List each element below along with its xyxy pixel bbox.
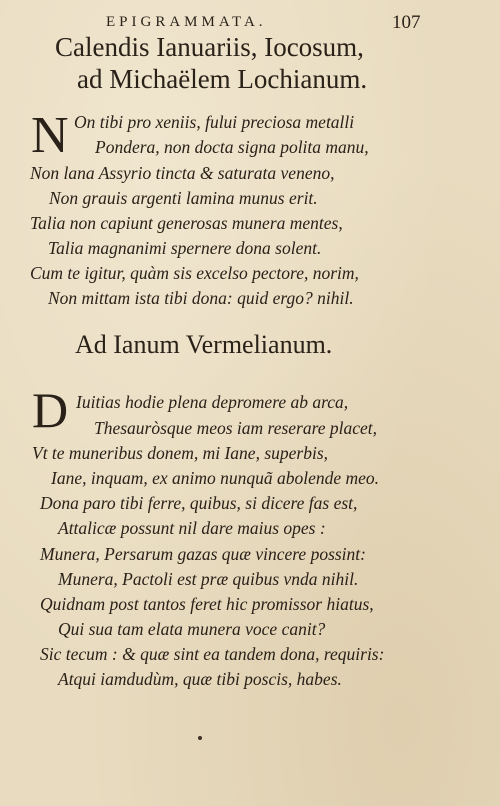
poem2-verse-line: Iuitias hodie plena depromere ab arca, <box>76 392 349 412</box>
poem2-verse-line: Iane, inquam, ex animo nunquã abolende meo. <box>51 468 380 488</box>
poem1-title-line2: ad Michaëlem Lochianum. <box>77 64 368 94</box>
poem2-verse-line: Atqui iamdudùm, quæ tibi poscis, habes. <box>58 669 342 689</box>
poem2-verse-line: Munera, Pactoli est præ quibus vnda nihil. <box>58 569 359 589</box>
poem1-drop-cap: N <box>31 107 69 164</box>
poem1-verse-line: Talia non capiunt generosas munera mentes, <box>30 213 343 233</box>
poem2-verse-line: Dona paro tibi ferre, quibus, si dicere fas est, <box>40 493 358 513</box>
poem1-verse-line: Non mittam ista tibi dona: quid ergo? nihil. <box>48 288 354 308</box>
poem1-title-line1: Calendis Ianuariis, Iocosum, <box>55 32 364 62</box>
poem1-verse-line: Non grauis argenti lamina munus erit. <box>49 188 318 208</box>
ink-dot <box>198 736 202 740</box>
poem1-verse-line: Talia magnanimi spernere dona solent. <box>48 238 322 258</box>
poem1-verse-line: Non lana Assyrio tincta & saturata veneno, <box>30 163 335 183</box>
running-head: EPIGRAMMATA. <box>106 14 267 30</box>
poem1-verse-line: Pondera, non docta signa polita manu, <box>95 137 369 157</box>
poem2-verse-line: Vt te muneribus donem, mi Iane, superbis, <box>32 443 329 463</box>
poem1-verse-line: Cum te igitur, quàm sis excelso pectore, norim, <box>30 263 359 283</box>
poem1-verse-line: On tibi pro xeniis, fului preciosa metalli <box>74 112 355 132</box>
poem2-title: Ad Ianum Vermelianum. <box>75 330 333 359</box>
poem2-verse-line: Qui sua tam elata munera voce canit? <box>58 619 326 639</box>
poem2-verse-line: Munera, Persarum gazas quæ vincere possint: <box>40 544 366 564</box>
poem2-verse-line: Sic tecum : & quæ sint ea tandem dona, requiris: <box>40 644 385 664</box>
poem2-verse-line: Attalicæ possunt nil dare maius opes : <box>58 518 326 538</box>
page-number: 107 <box>392 12 421 33</box>
poem2-verse-line: Quidnam post tantos feret hic promissor hiatus, <box>40 594 374 614</box>
poem2-verse-line: Thesauròsque meos iam reserare placet, <box>94 418 378 438</box>
poem2-drop-cap: D <box>32 382 69 438</box>
